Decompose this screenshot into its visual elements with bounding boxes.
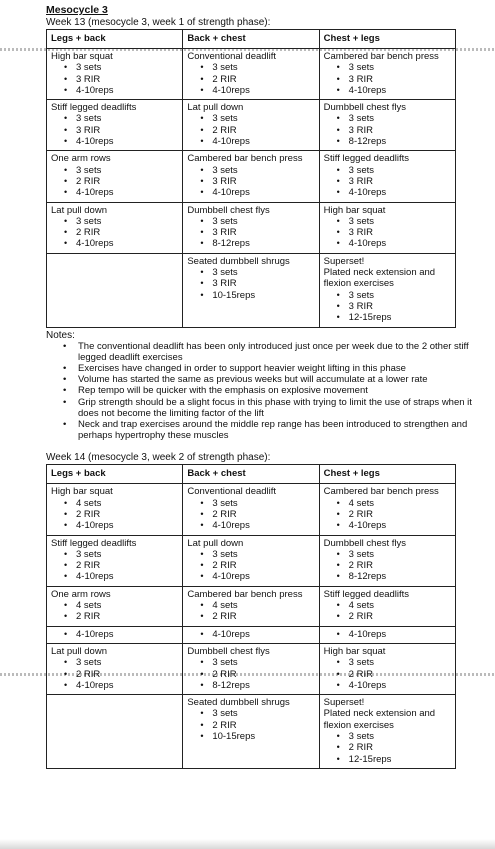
exercise-cell xyxy=(319,535,455,586)
prescription-item: • 4-10reps xyxy=(76,629,178,640)
exercise-name: Lat pull down xyxy=(187,537,244,549)
prescription-item: • 3 sets xyxy=(349,290,451,301)
note-item: • Volume has started the same as previous weeks but will accumulate at a lower rate xyxy=(78,374,478,385)
column-header: Legs + back xyxy=(47,465,183,484)
prescription-item: • 2 RIR xyxy=(76,669,178,680)
prescription-item: • 3 RIR xyxy=(212,227,314,238)
prescription-item: • 3 sets xyxy=(212,267,314,278)
prescription-item: • 4 sets xyxy=(349,498,451,509)
table-row xyxy=(47,484,456,535)
prescription-item: • 3 sets xyxy=(349,216,451,227)
prescription-list xyxy=(51,62,178,96)
prescription-item: • 3 RIR xyxy=(76,125,178,136)
prescription-item: • 3 sets xyxy=(349,165,451,176)
exercise-name: Superset! xyxy=(323,697,365,709)
prescription-item: • 2 RIR xyxy=(349,611,451,622)
prescription-item: • 2 RIR xyxy=(212,509,314,520)
prescription-item: • 2 RIR xyxy=(76,611,178,622)
prescription-item: • 2 RIR xyxy=(349,742,451,753)
prescription-list xyxy=(324,731,451,765)
prescription-item: • 3 RIR xyxy=(212,278,314,289)
prescription-item: • 3 sets xyxy=(76,549,178,560)
exercise-cell xyxy=(319,484,455,535)
prescription-list xyxy=(187,549,314,583)
prescription-item: • 2 RIR xyxy=(76,509,178,520)
exercise-name: Dumbbell chest flys xyxy=(187,645,270,657)
table-row xyxy=(47,586,456,626)
column-header: Back + chest xyxy=(183,465,319,484)
prescription-item: • 4-10reps xyxy=(349,238,451,249)
exercise-cell xyxy=(47,202,183,253)
prescription-item: • 4 sets xyxy=(212,600,314,611)
exercise-name: Lat pull down xyxy=(187,102,244,114)
exercise-cell xyxy=(183,643,319,694)
prescription-item: • 3 sets xyxy=(212,62,314,73)
column-header: Chest + legs xyxy=(319,465,455,484)
prescription-item: • 2 RIR xyxy=(76,560,178,571)
exercise-cell xyxy=(183,202,319,253)
prescription-list xyxy=(324,600,451,623)
prescription-item: • 8-12reps xyxy=(212,680,314,691)
exercise-cell xyxy=(183,484,319,535)
exercise-name: High bar squat xyxy=(51,486,113,498)
prescription-item: • 2 RIR xyxy=(212,560,314,571)
prescription-list xyxy=(187,267,314,301)
prescription-item: • 3 sets xyxy=(76,113,178,124)
notes-label: Notes: xyxy=(46,329,75,341)
exercise-cell xyxy=(183,253,319,327)
prescription-list xyxy=(324,290,451,324)
prescription-item: • 4-10reps xyxy=(212,571,314,582)
prescription-item: • 3 sets xyxy=(349,62,451,73)
prescription-item: • 10-15reps xyxy=(212,731,314,742)
notes-list xyxy=(46,341,478,442)
week-14-heading: Week 14 (mesocycle 3, week 2 of strength phase): xyxy=(46,452,271,464)
prescription-item: • 3 sets xyxy=(212,216,314,227)
prescription-item: • 4-10reps xyxy=(76,187,178,198)
exercise-name: Lat pull down xyxy=(51,645,107,657)
note-item: • Neck and trap exercises around the middle rep range has been introduced to strengthen and perhaps hypertrophy these muscles xyxy=(78,419,478,441)
prescription-list xyxy=(51,549,178,583)
exercise-name: Conventional deadlift xyxy=(187,51,277,62)
prescription-item: • 2 RIR xyxy=(349,560,451,571)
exercise-name: One arm rows xyxy=(51,153,111,165)
exercise-cell xyxy=(319,586,455,626)
prescription-item: • 4-10reps xyxy=(76,85,178,96)
week-14-table xyxy=(46,464,456,769)
exercise-name: Plated neck extension and flexion exercises xyxy=(323,267,436,290)
prescription-list xyxy=(187,62,314,96)
prescription-item: • 4 sets xyxy=(76,498,178,509)
prescription-list xyxy=(324,62,451,96)
note-item: • Rep tempo will be quicker with the emphasis on explosive movement xyxy=(78,385,478,396)
exercise-name: High bar squat xyxy=(323,645,386,657)
document-title: Mesocycle 3 xyxy=(46,4,108,16)
exercise-cell xyxy=(47,626,183,643)
exercise-cell xyxy=(47,49,183,100)
prescription-list xyxy=(51,165,178,199)
prescription-list xyxy=(51,600,178,623)
prescription-list xyxy=(187,498,314,532)
exercise-name: High bar squat xyxy=(51,51,113,62)
exercise-cell xyxy=(183,151,319,202)
prescription-item: • 3 sets xyxy=(76,62,178,73)
exercise-name: Dumbbell chest flys xyxy=(323,537,407,549)
prescription-item: • 2 RIR xyxy=(349,509,451,520)
prescription-item: • 3 sets xyxy=(349,731,451,742)
exercise-name: High bar squat xyxy=(323,204,386,216)
prescription-item: • 4-10reps xyxy=(76,571,178,582)
exercise-cell xyxy=(47,253,183,327)
exercise-cell xyxy=(183,49,319,100)
exercise-name: Cambered bar bench press xyxy=(323,51,439,62)
column-header: Back + chest xyxy=(183,30,319,49)
prescription-item: • 3 RIR xyxy=(212,176,314,187)
prescription-list xyxy=(324,629,451,640)
exercise-name: Stiff legged deadlifts xyxy=(323,588,410,600)
exercise-name: Plated neck extension and flexion exercises xyxy=(323,708,436,731)
prescription-list xyxy=(187,708,314,742)
exercise-name: Stiff legged deadlifts xyxy=(51,102,137,114)
prescription-item: • 4-10reps xyxy=(349,629,451,640)
document xyxy=(46,4,472,769)
prescription-list xyxy=(51,113,178,147)
exercise-cell xyxy=(47,586,183,626)
prescription-item: • 4 sets xyxy=(76,600,178,611)
prescription-list xyxy=(51,216,178,250)
exercise-name: Dumbbell chest flys xyxy=(323,102,407,114)
prescription-item: • 2 RIR xyxy=(212,125,314,136)
prescription-item: • 3 sets xyxy=(76,165,178,176)
prescription-item: • 3 sets xyxy=(212,498,314,509)
table-row xyxy=(47,100,456,151)
prescription-item: • 3 sets xyxy=(349,657,451,668)
exercise-cell xyxy=(47,695,183,769)
table-row xyxy=(47,49,456,100)
prescription-list xyxy=(51,498,178,532)
prescription-list xyxy=(324,165,451,199)
prescription-item: • 3 RIR xyxy=(349,301,451,312)
prescription-item: • 3 sets xyxy=(76,657,178,668)
exercise-cell xyxy=(319,643,455,694)
exercise-cell xyxy=(183,100,319,151)
prescription-item: • 4-10reps xyxy=(349,85,451,96)
column-header: Chest + legs xyxy=(319,30,455,49)
page-bottom-shadow xyxy=(0,839,495,849)
prescription-item: • 3 RIR xyxy=(76,74,178,85)
table-row xyxy=(47,643,456,694)
prescription-list xyxy=(324,113,451,147)
column-header: Legs + back xyxy=(47,30,183,49)
exercise-cell xyxy=(47,643,183,694)
prescription-item: • 4 sets xyxy=(349,600,451,611)
prescription-list xyxy=(187,629,314,640)
prescription-item: • 3 sets xyxy=(212,708,314,719)
prescription-list xyxy=(324,549,451,583)
week-13-table xyxy=(46,29,456,328)
prescription-item: • 2 RIR xyxy=(212,720,314,731)
prescription-item: • 3 RIR xyxy=(349,227,451,238)
prescription-item: • 2 RIR xyxy=(212,611,314,622)
exercise-name: Seated dumbbell shrugs xyxy=(187,697,290,709)
prescription-item: • 4-10reps xyxy=(76,680,178,691)
prescription-list xyxy=(187,113,314,147)
exercise-cell xyxy=(319,626,455,643)
prescription-list xyxy=(187,165,314,199)
exercise-cell xyxy=(319,695,455,769)
week-13-heading: Week 13 (mesocycle 3, week 1 of strength phase): xyxy=(46,17,271,28)
table-row xyxy=(47,253,456,327)
exercise-name: Seated dumbbell shrugs xyxy=(187,255,290,267)
note-item: • The conventional deadlift has been only introduced just once per week due to the 2 other stiff legged deadlift exercises xyxy=(78,341,478,363)
exercise-cell xyxy=(319,202,455,253)
table-row xyxy=(47,695,456,769)
exercise-cell xyxy=(183,535,319,586)
prescription-item: • 12-15reps xyxy=(349,754,451,765)
prescription-item: • 4-10reps xyxy=(349,187,451,198)
prescription-item: • 2 RIR xyxy=(349,669,451,680)
prescription-item: • 4-10reps xyxy=(76,520,178,531)
prescription-item: • 8-12reps xyxy=(212,238,314,249)
prescription-item: • 4-10reps xyxy=(212,85,314,96)
prescription-item: • 2 RIR xyxy=(76,176,178,187)
prescription-item: • 3 RIR xyxy=(349,125,451,136)
exercise-name: Superset! xyxy=(323,255,365,267)
prescription-item: • 3 sets xyxy=(349,113,451,124)
prescription-list xyxy=(324,216,451,250)
prescription-item: • 4-10reps xyxy=(76,136,178,147)
exercise-cell xyxy=(47,484,183,535)
exercise-name: Cambered bar bench press xyxy=(323,486,439,498)
prescription-item: • 2 RIR xyxy=(212,669,314,680)
table-row xyxy=(47,535,456,586)
prescription-list xyxy=(324,498,451,532)
exercise-cell xyxy=(319,100,455,151)
prescription-list xyxy=(51,657,178,691)
table-header-row xyxy=(47,30,456,49)
exercise-name: Cambered bar bench press xyxy=(187,588,303,600)
exercise-cell xyxy=(183,586,319,626)
prescription-list xyxy=(187,216,314,250)
prescription-item: • 4-10reps xyxy=(212,520,314,531)
note-item: • Grip strength should be a slight focus in this phase with trying to limit the use of straps when it does not become the limiting factor of the lift xyxy=(78,397,478,419)
table-header-row xyxy=(47,465,456,484)
prescription-list xyxy=(187,657,314,691)
prescription-item: • 8-12reps xyxy=(349,571,451,582)
prescription-item: • 4-10reps xyxy=(76,238,178,249)
prescription-item: • 10-15reps xyxy=(212,290,314,301)
exercise-cell xyxy=(183,626,319,643)
prescription-item: • 3 sets xyxy=(212,657,314,668)
exercise-cell xyxy=(319,151,455,202)
prescription-item: • 4-10reps xyxy=(349,520,451,531)
prescription-item: • 4-10reps xyxy=(212,136,314,147)
exercise-name: Dumbbell chest flys xyxy=(187,204,270,216)
prescription-item: • 3 RIR xyxy=(349,74,451,85)
table-row xyxy=(47,202,456,253)
prescription-item: • 2 RIR xyxy=(76,227,178,238)
exercise-name: One arm rows xyxy=(51,588,111,600)
prescription-item: • 2 RIR xyxy=(212,74,314,85)
prescription-item: • 8-12reps xyxy=(349,136,451,147)
exercise-cell xyxy=(319,49,455,100)
prescription-list xyxy=(51,629,178,640)
prescription-item: • 3 sets xyxy=(212,165,314,176)
prescription-list xyxy=(187,600,314,623)
exercise-name: Lat pull down xyxy=(51,204,107,216)
note-item: • Exercises have changed in order to support heavier weight lifting in this phase xyxy=(78,363,478,374)
prescription-item: • 3 sets xyxy=(212,113,314,124)
prescription-item: • 12-15reps xyxy=(349,312,451,323)
prescription-list xyxy=(324,657,451,691)
exercise-cell xyxy=(47,151,183,202)
prescription-item: • 3 sets xyxy=(76,216,178,227)
exercise-cell xyxy=(183,695,319,769)
exercise-name: Conventional deadlift xyxy=(187,486,277,498)
exercise-cell xyxy=(47,535,183,586)
prescription-item: • 4-10reps xyxy=(349,680,451,691)
prescription-item: • 4-10reps xyxy=(212,629,314,640)
exercise-name: Stiff legged deadlifts xyxy=(51,537,137,549)
prescription-item: • 4-10reps xyxy=(212,187,314,198)
prescription-item: • 3 sets xyxy=(212,549,314,560)
exercise-cell xyxy=(47,100,183,151)
exercise-name: Stiff legged deadlifts xyxy=(323,153,410,165)
table-row xyxy=(47,626,456,643)
exercise-name: Cambered bar bench press xyxy=(187,153,303,165)
prescription-item: • 3 sets xyxy=(349,549,451,560)
table-row xyxy=(47,151,456,202)
prescription-item: • 3 RIR xyxy=(349,176,451,187)
exercise-cell xyxy=(319,253,455,327)
